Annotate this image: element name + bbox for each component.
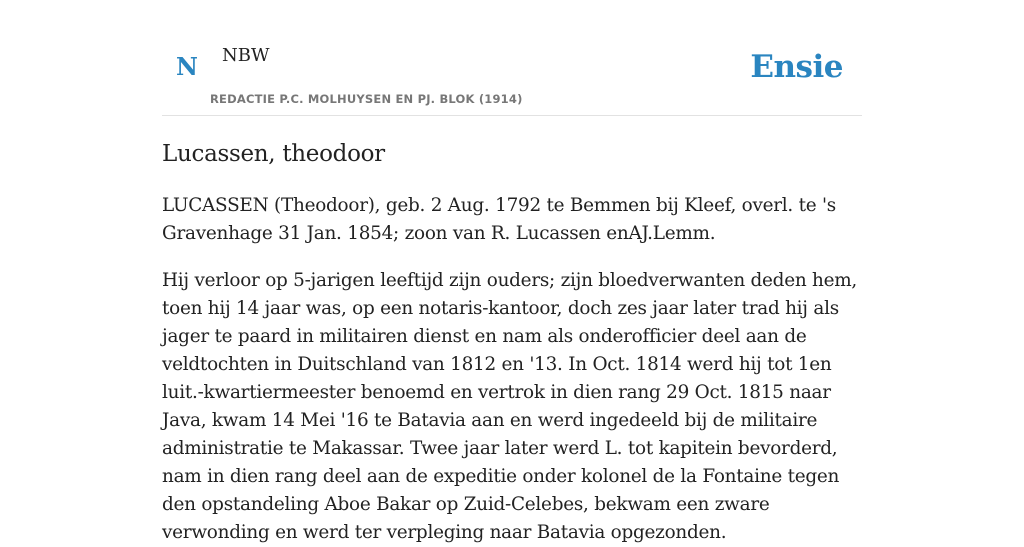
site-header — [162, 0, 862, 116]
source-subtitle: REDACTIE P.C. MOLHUYSEN EN PJ. BLOK (1914) — [210, 92, 523, 106]
article-paragraph: Hij verloor op 5-jarigen leeftijd zijn ouders; zijn bloedverwanten deden hem, toen hij 14 jaar was, op een notaris-kantoor, doch zes jaar later trad hij als jager te paard in militairen dienst en nam als onderofficier deel aan de veldtochten in Duitschland van 1812 en '13. In Oct. 1814 werd hij tot 1en luit.-kwartiermeester benoemd en vertrok in dien rang 29 Oct. 1815 naar Java, kwam 14 Mei '16 te Batavia aan en werd ingedeeld bij de militaire administratie te Makassar. Twee jaar later werd L. tot kapitein bevorderd, nam in dien rang deel aan de expeditie onder kolonel de la Fontaine tegen den opstandeling Aboe Bakar op Zuid-Celebes, bekwam een zware verwonding en werd ter verpleging naar Batavia opgezonden. — [162, 270, 858, 543]
source-title-link[interactable]: NBW — [222, 45, 270, 66]
article — [162, 138, 862, 547]
ensie-logo[interactable]: Ensie — [750, 49, 843, 85]
source-logo[interactable]: N — [176, 52, 198, 81]
article-title: Lucassen, theodoor — [162, 141, 385, 167]
article-paragraph: LUCASSEN (Theodoor), geb. 2 Aug. 1792 te Bemmen bij Kleef, overl. te 's Gravenhage 31 Jan. 1854; zoon van R. Lucassen enAJ.Lemm. — [162, 195, 836, 244]
